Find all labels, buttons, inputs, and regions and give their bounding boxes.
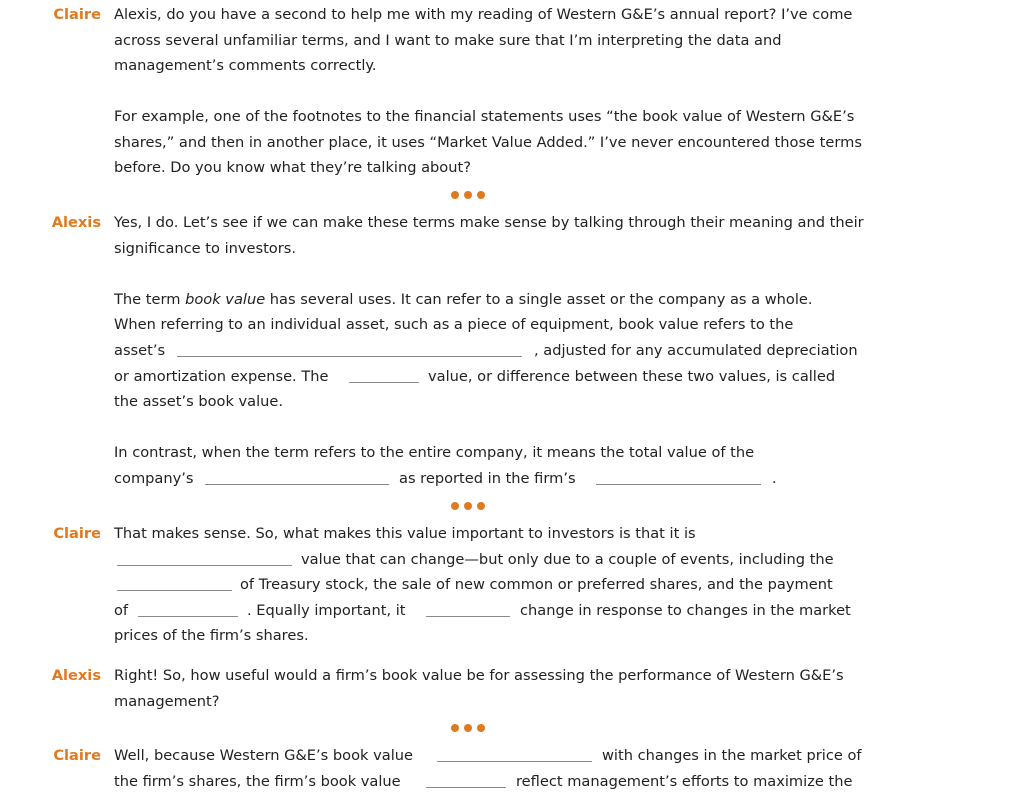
dot-icon	[464, 191, 472, 199]
answer-dropdown-2[interactable]	[349, 382, 419, 383]
answer-dropdown-3[interactable]	[205, 484, 389, 485]
answer-dropdown-4[interactable]	[596, 484, 761, 485]
dialog-text: with changes in the market price of	[602, 747, 862, 764]
dialog-line	[114, 598, 884, 624]
dialog-text: the firm’s shares, the firm’s book value	[114, 773, 401, 790]
ellipsis-indicator	[451, 724, 485, 734]
dot-icon	[464, 724, 472, 732]
dialog-line	[114, 287, 884, 313]
dialog-text: the asset’s book value.	[114, 393, 284, 410]
dot-icon	[451, 724, 459, 732]
dialog-line	[114, 769, 884, 795]
dialog-emphasis: book value	[185, 291, 266, 308]
dialog-text: has several uses. It can refer to a single asset or the company as a whole.	[265, 291, 813, 308]
dialog-line	[114, 572, 884, 598]
dialog-text: . Equally important, it	[247, 602, 406, 619]
dialog-text: Yes, I do. Let’s see if we can make these terms make sense by talking through their meaning and their significance to investors.	[114, 214, 864, 257]
dialog-text: or amortization expense. The	[114, 368, 329, 385]
ellipsis-indicator	[451, 191, 485, 201]
answer-dropdown-1[interactable]	[177, 356, 522, 357]
dialog-text: value, or difference between these two values, is called	[428, 368, 836, 385]
dialog-text: Right! So, how useful would a firm’s book value be for assessing the performance of Western G&E’s management?	[114, 667, 844, 710]
answer-dropdown-9[interactable]	[437, 761, 592, 762]
dialog-text: .	[772, 470, 777, 487]
dialog-line	[114, 364, 884, 390]
speaker-alexis: Alexis	[51, 214, 101, 231]
dialog-text: value that can change—but only due to a couple of events, including the	[301, 551, 834, 568]
dot-icon	[477, 502, 485, 510]
dialog-text: When referring to an individual asset, such as a piece of equipment, book value refers to the	[114, 316, 794, 333]
dialog-line	[114, 623, 884, 649]
dialog-text: company’s	[114, 470, 194, 487]
answer-dropdown-5[interactable]	[117, 565, 292, 566]
answer-dropdown-10[interactable]	[426, 787, 506, 788]
dialog-text: of	[114, 602, 129, 619]
dialog-text: asset’s	[114, 342, 166, 359]
dialog-text: , adjusted for any accumulated depreciation	[534, 342, 858, 359]
dialog-line	[114, 312, 884, 338]
dialog-line	[114, 466, 884, 492]
dialog-line	[114, 440, 884, 466]
answer-dropdown-8[interactable]	[426, 616, 510, 617]
ellipsis-indicator	[451, 502, 485, 512]
answer-dropdown-6[interactable]	[117, 590, 232, 591]
speaker-alexis: Alexis	[51, 667, 101, 684]
dot-icon	[451, 502, 459, 510]
dialog-text: Alexis, do you have a second to help me with my reading of Western G&E’s annual report? I’ve come across several unfamiliar terms, and I want to make sure that I’m interpreting the data and management’s comments correctly.	[114, 6, 853, 74]
dialog-text: of Treasury stock, the sale of new common or preferred shares, and the payment	[240, 576, 833, 593]
dialog-line	[114, 338, 884, 364]
dialog-text: Well, because Western G&E’s book value	[114, 747, 413, 764]
dialog-text: change in response to changes in the market	[520, 602, 851, 619]
dot-icon	[451, 191, 459, 199]
speaker-claire: Claire	[53, 6, 101, 23]
speaker-claire: Claire	[53, 525, 101, 542]
dialog-text: reflect management’s efforts to maximize the	[516, 773, 853, 790]
dialog-line	[114, 521, 884, 547]
dialog-text: In contrast, when the term refers to the entire company, it means the total value of the	[114, 444, 755, 461]
dialog-text: The term	[114, 291, 186, 308]
dialog-text: For example, one of the footnotes to the financial statements uses “the book value of Western G&E’s shares,” and then in another place, it uses “Market Value Added.” I’ve never encountered those terms before. Do you know what they’re talking about?	[114, 108, 862, 176]
dialog-line	[114, 743, 884, 769]
dialog-text: as reported in the firm’s	[399, 470, 576, 487]
dialog-line	[114, 547, 884, 573]
dialog-text: That makes sense. So, what makes this value important to investors is that it is	[114, 525, 696, 542]
dot-icon	[477, 191, 485, 199]
dialog-line	[114, 389, 884, 415]
answer-dropdown-7[interactable]	[138, 616, 238, 617]
dialog-text: prices of the firm’s shares.	[114, 627, 309, 644]
dot-icon	[464, 502, 472, 510]
speaker-claire: Claire	[53, 747, 101, 764]
dot-icon	[477, 724, 485, 732]
